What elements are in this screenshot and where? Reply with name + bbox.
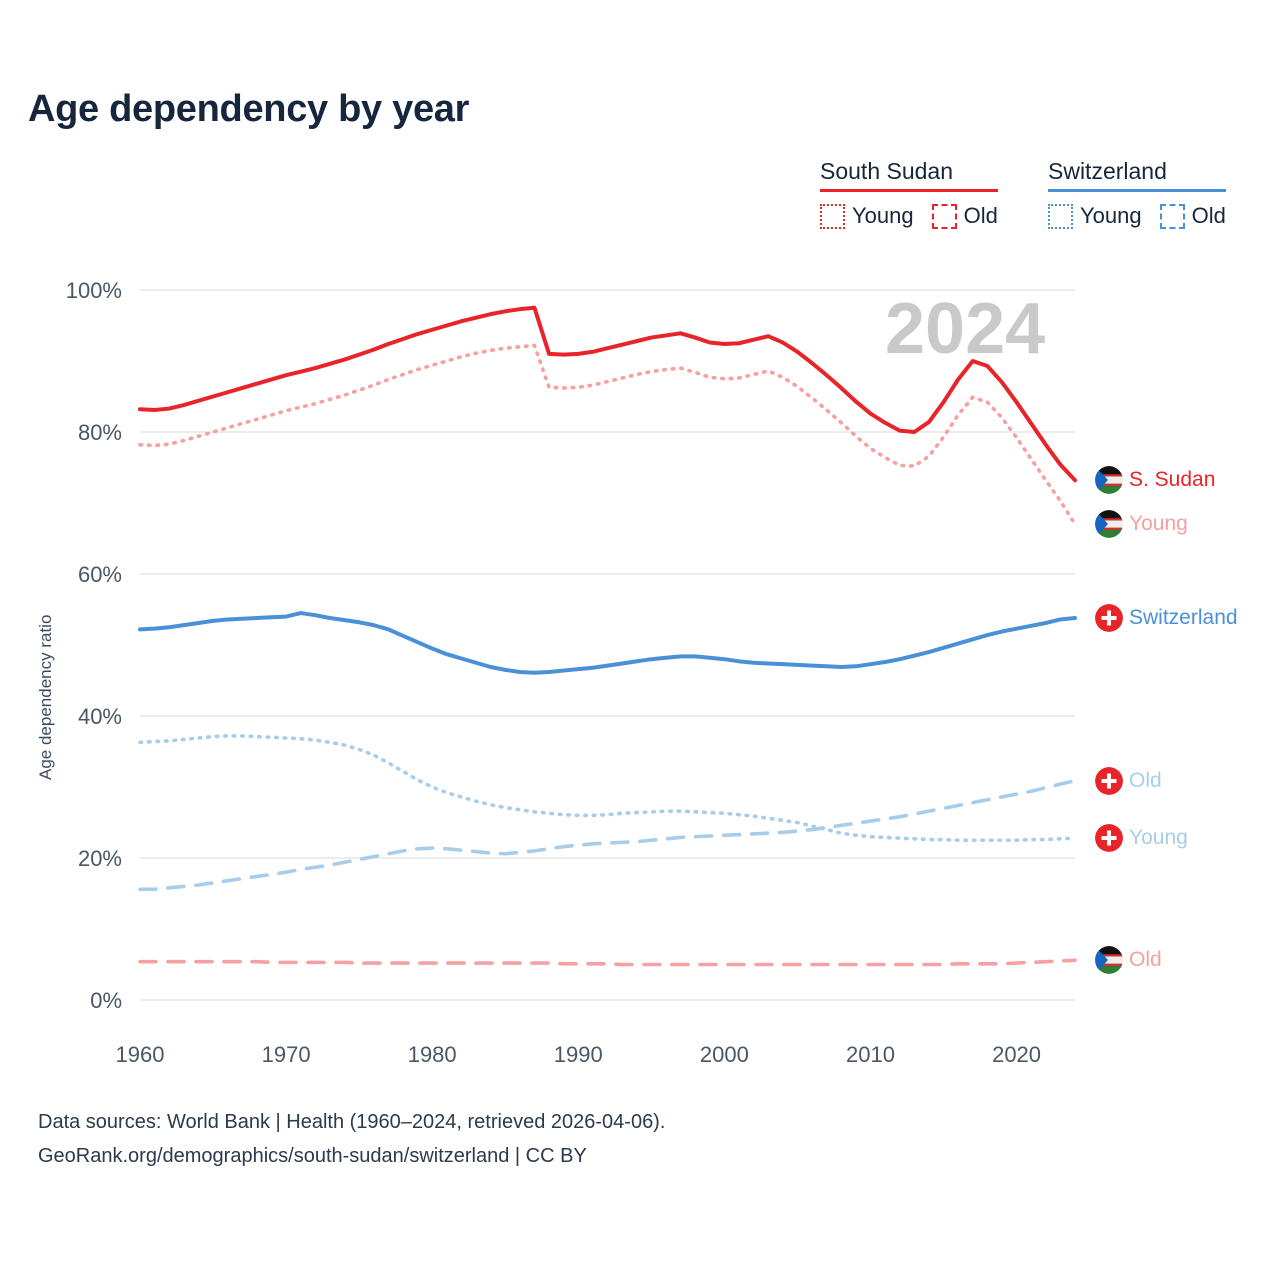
svg-text:2010: 2010 [845,1042,895,1067]
flag-switzerland-icon [1095,767,1123,795]
end-label-south-sudan-young-text: Young [1129,512,1188,536]
end-label-south-sudan-old [1095,946,1162,974]
end-label-switzerland [1095,604,1238,632]
ch-young-swatch-icon [1048,204,1073,229]
legend-group-switzerland [1048,158,1226,229]
svg-text:1960: 1960 [115,1042,165,1067]
ch-old-swatch-icon [1160,204,1185,229]
y-axis-title: Age dependency ratio [36,614,55,780]
chart-plot-area [0,260,1280,1070]
end-label-switzerland-old-text: Old [1129,768,1162,792]
footer-line-1: Data sources: World Bank | Health (1960–2024, retrieved 2026-04-06). [38,1111,666,1133]
legend-item-ch-old[interactable] [1160,203,1226,229]
ss-old-swatch-icon [932,204,957,229]
end-label-switzerland-young-text: Young [1129,826,1188,850]
flag-south-sudan-icon [1095,946,1123,974]
svg-text:1970: 1970 [261,1042,311,1067]
footer-line-2: GeoRank.org/demographics/south-sudan/switzerland | CC BY [38,1145,587,1167]
legend-item-ss-old[interactable] [932,203,998,229]
end-label-south-sudan-text: S. Sudan [1129,468,1216,492]
svg-text:0%: 0% [90,988,122,1013]
svg-text:80%: 80% [77,420,122,445]
svg-text:2020: 2020 [992,1042,1042,1067]
end-label-switzerland-young [1095,824,1188,852]
legend [800,158,1270,248]
legend-label-ch-old: Old [1191,203,1226,228]
flag-switzerland-icon [1095,824,1123,852]
flag-south-sudan-icon [1095,510,1123,538]
svg-text:60%: 60% [77,562,122,587]
legend-country-south-sudan[interactable]: South Sudan [820,158,998,192]
ss-young-swatch-icon [820,204,845,229]
end-label-south-sudan-young [1095,510,1188,538]
svg-text:1990: 1990 [553,1042,603,1067]
chart-svg [0,260,1280,1070]
footer [38,1105,665,1173]
flag-south-sudan-icon [1095,466,1123,494]
end-label-switzerland-old [1095,767,1162,795]
svg-text:2000: 2000 [699,1042,749,1067]
svg-text:40%: 40% [77,704,122,729]
legend-item-ch-young[interactable] [1048,203,1142,229]
year-watermark: 2024 [885,289,1046,369]
legend-label-ss-young: Young [852,203,914,228]
legend-country-switzerland[interactable]: Switzerland [1048,158,1226,192]
end-label-south-sudan-old-text: Old [1129,948,1162,972]
legend-item-ss-young[interactable] [820,203,914,229]
end-label-switzerland-text: Switzerland [1129,606,1238,630]
end-label-south-sudan [1095,466,1215,494]
legend-label-ch-young: Young [1080,203,1142,228]
svg-text:100%: 100% [65,278,122,303]
svg-text:1980: 1980 [407,1042,457,1067]
flag-switzerland-icon [1095,604,1123,632]
page-title: Age dependency by year [28,88,470,130]
svg-text:20%: 20% [77,846,122,871]
legend-label-ss-old: Old [963,203,998,228]
legend-group-south-sudan [820,158,998,229]
